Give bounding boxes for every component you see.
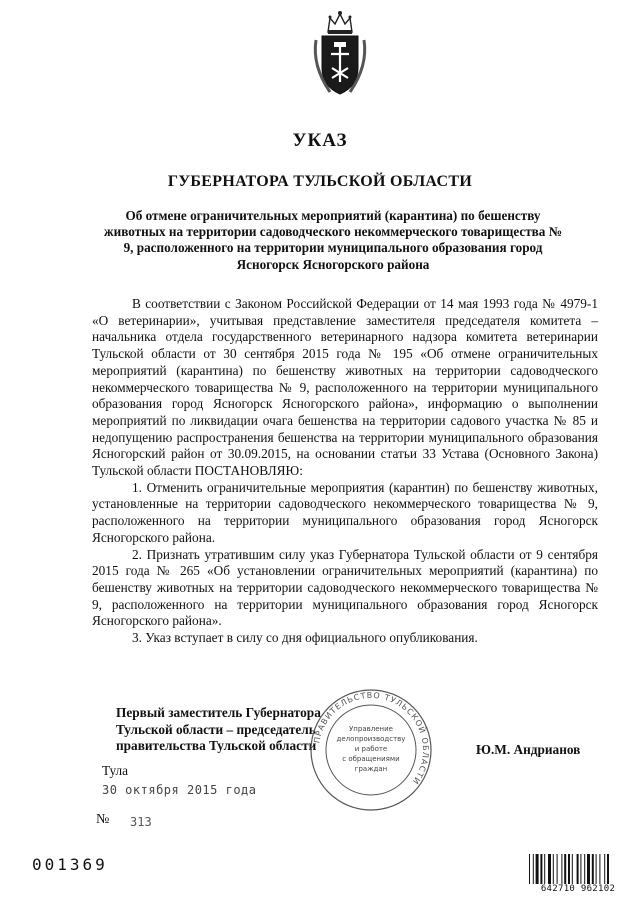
clause-3-paragraph: 3. Указ вступает в силу со дня официального опубликования. — [132, 630, 478, 646]
document-title: УКАЗ — [292, 130, 348, 151]
stamp-line-2: делопроизводству — [336, 735, 406, 743]
serial-number: 001369 — [32, 855, 108, 874]
barcode-bar — [604, 854, 605, 884]
barcode-bar — [564, 854, 566, 884]
number-label: № — [96, 812, 110, 827]
barcode-bar — [572, 854, 573, 884]
position-line-2: Тульской области – председатель — [116, 721, 316, 737]
signatory-name: Ю.М. Андрианов — [476, 742, 581, 757]
position-line-3: правительства Тульской области — [116, 738, 317, 753]
decree-number: 313 — [130, 815, 152, 829]
barcode-bar — [544, 854, 545, 884]
barcode-bar — [584, 854, 585, 884]
decree-subject: Об отмене ограничительных мероприятий (карантина) по бешенству животных на территории садоводческого некоммерческого товарищества № 9, расположенного на территории муниципального образования город Ясногорск Ясногорского района — [104, 208, 562, 272]
issuer-title: ГУБЕРНАТОРА ТУЛЬСКОЙ ОБЛАСТИ — [167, 173, 473, 190]
barcode-bar — [553, 854, 554, 884]
stamp-line-1: Управление — [349, 725, 393, 733]
barcode-bar — [592, 854, 594, 884]
issue-date: 30 октября 2015 года — [102, 783, 257, 797]
decree-body — [92, 296, 598, 647]
barcode-bar — [580, 854, 581, 884]
barcode-bar — [561, 854, 562, 884]
stamp-line-3: и работе — [354, 745, 388, 753]
barcode-bar — [529, 854, 530, 884]
barcode-bar — [540, 854, 542, 884]
stamp-line-4: с обращениями — [342, 755, 400, 763]
official-stamp — [306, 685, 436, 815]
position-line-1: Первый заместитель Губернатора — [116, 705, 321, 720]
stamp-line-5: граждан — [354, 765, 388, 773]
barcode-bar — [557, 854, 558, 884]
coat-of-arms-emblem — [308, 6, 372, 98]
issue-city: Тула — [102, 763, 129, 778]
barcode-bar — [533, 854, 534, 884]
barcode-bar — [568, 854, 570, 884]
barcode-bar — [607, 854, 609, 884]
barcode-bar — [596, 854, 597, 884]
stamp-ring-text: ПРАВИТЕЛЬСТВО ТУЛЬСКОЙ ОБЛАСТИ — [312, 690, 431, 787]
preamble-paragraph: В соответствии с Законом Российской Федерации от 14 мая 1993 года № 4979-1 «О ветеринарии», учитывая представление заместителя председателя комитета – начальника отдела государственного ветеринарного надзора комитета ветеринарии Тульской области от 30 сентября 2015 года № 195 «Об отмене ограничительных мероприятий (карантина) по бешенству животных на территории садоводческого некоммерческого товарищества № 9, расположенного на территории муниципального образования город Ясногорск Ясногорского района», информацию о выполнении мероприятий по ликвидации очага бешенства на территории садового участка № 85 и недопущению распространения бешенства на территории муниципального образования Ясногорский район от 30.09.2015, на основании статьи 33 Устава (Основного Закона) Тульской области ПОСТАНОВЛЯЮ: — [92, 296, 598, 479]
barcode-bar — [536, 854, 539, 884]
clause-2-paragraph: 2. Признать утратившим силу указ Губернатора Тульской области от 9 сентября 2015 года № 265 «Об установлении ограничительных мероприятий (карантина) по бешенству животных на территории садоводческого некоммерческого товарищества № 9, расположенного на территории муниципального образования город Ясногорск Ясногорского района». — [92, 546, 598, 629]
barcode-bar — [577, 854, 579, 884]
barcode-bar — [599, 854, 600, 884]
barcode-bar — [587, 854, 590, 884]
barcode-bar — [548, 854, 551, 884]
barcode-digits: 642710 962102 — [528, 884, 628, 894]
clause-1-paragraph: 1. Отменить ограничительные мероприятия (карантин) по бешенству животных, установленные на территории садоводческого некоммерческого товарищества № 9, расположенного на территории муниципального образования город Ясногорск Ясногорского района. — [92, 479, 598, 545]
